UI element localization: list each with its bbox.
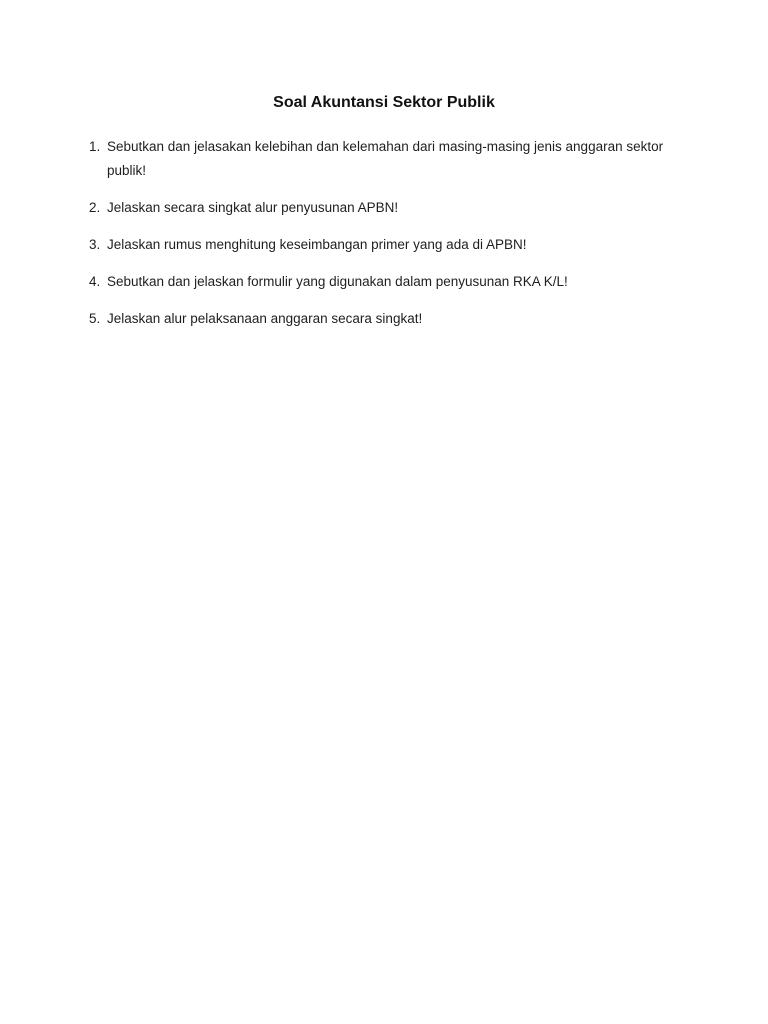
document-title: Soal Akuntansi Sektor Publik (273, 94, 495, 111)
question-list (89, 135, 689, 344)
question-number: 3. (89, 237, 101, 252)
question-number: 2. (89, 200, 101, 215)
question-item (89, 270, 689, 294)
question-text: Sebutkan dan jelaskan formulir yang digunakan dalam penyusunan RKA K/L! (107, 274, 568, 289)
question-number: 5. (89, 311, 101, 326)
question-item (89, 135, 689, 183)
question-text: Jelaskan rumus menghitung keseimbangan primer yang ada di APBN! (107, 237, 527, 252)
question-text: Jelaskan secara singkat alur penyusunan APBN! (107, 200, 399, 215)
question-item (89, 233, 689, 257)
question-item (89, 196, 689, 220)
question-text: Jelaskan alur pelaksanaan anggaran secara singkat! (107, 311, 423, 326)
question-number: 1. (89, 139, 101, 154)
question-number: 4. (89, 274, 101, 289)
question-item (89, 307, 689, 331)
question-text: Sebutkan dan jelasakan kelebihan dan kelemahan dari masing-masing jenis anggaran sektor publik! (107, 139, 664, 178)
